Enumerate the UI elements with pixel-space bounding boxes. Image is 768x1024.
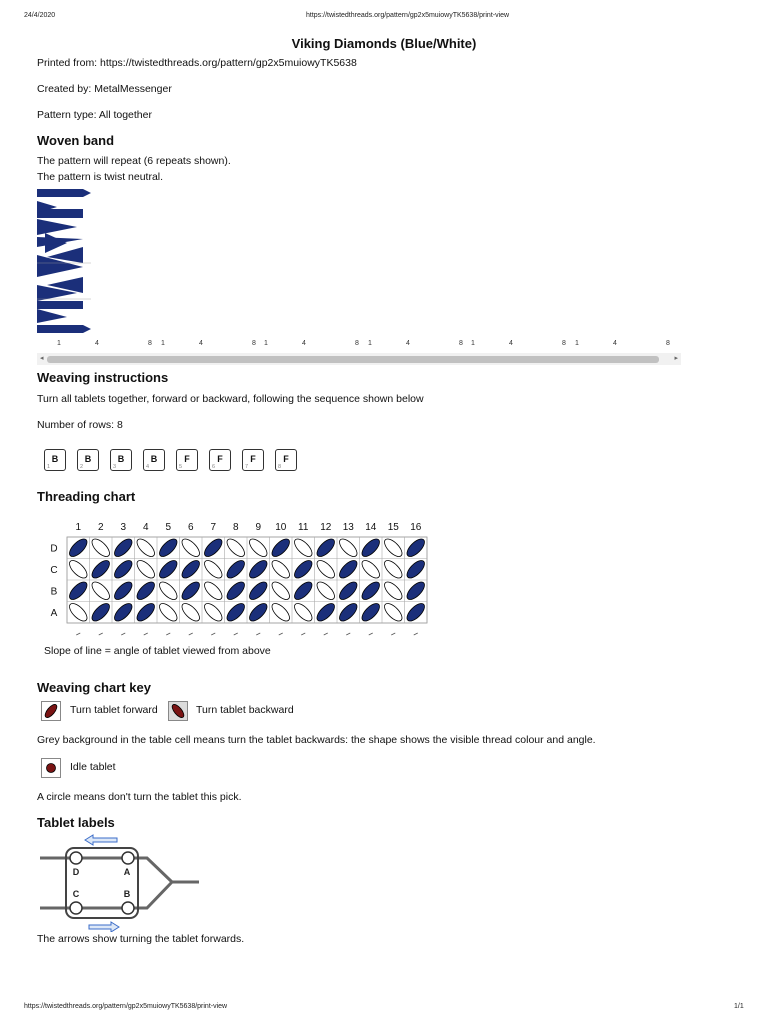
number-of-rows: Number of rows: 8 xyxy=(37,419,123,431)
row-label: A xyxy=(50,607,58,619)
pick-direction: B xyxy=(84,454,92,464)
column-label: 9 xyxy=(255,522,262,533)
column-label: 5 xyxy=(165,522,172,533)
pick-box xyxy=(77,449,99,471)
row-label: C xyxy=(50,564,58,576)
column-label: 14 xyxy=(365,522,377,533)
row-label: D xyxy=(50,543,58,555)
woven-band-preview xyxy=(37,189,91,337)
pick-number: 4 xyxy=(146,464,150,470)
pick-direction: B xyxy=(117,454,125,464)
pick-box xyxy=(176,449,198,471)
tablet-slope-mark xyxy=(234,633,238,635)
scroll-left-icon[interactable]: ◂ xyxy=(40,355,44,362)
band-tick-label: 1 xyxy=(264,340,268,347)
pick-box xyxy=(110,449,132,471)
column-label: 11 xyxy=(298,522,309,533)
idle-circle-icon xyxy=(42,759,60,777)
pick-direction: F xyxy=(184,454,190,464)
pick-box xyxy=(209,449,231,471)
hole-label-b: B xyxy=(123,889,131,899)
weaving-instructions-heading: Weaving instructions xyxy=(37,370,169,385)
tablet-slope-mark xyxy=(414,633,418,635)
hole-label-c: C xyxy=(72,889,80,899)
forward-key-label: Turn tablet forward xyxy=(70,704,158,716)
print-date: 24/4/2020 xyxy=(24,12,56,19)
backward-key-swatch xyxy=(168,701,188,721)
hole-label-a: A xyxy=(123,867,131,877)
tablet-diagram xyxy=(37,832,202,932)
tablet-slope-mark xyxy=(324,633,328,635)
column-label: 4 xyxy=(142,522,149,533)
print-footer-url: https://twistedthreads.org/pattern/gp2x5muiowyTK5638/print-view xyxy=(24,1003,228,1010)
arrows-text: The arrows show turning the tablet forwards. xyxy=(37,933,245,945)
pattern-type: Pattern type: All together xyxy=(37,109,152,121)
tablet-slope-mark xyxy=(346,633,350,635)
idle-key-label: Idle tablet xyxy=(70,761,116,773)
band-tick-label: 8 xyxy=(666,340,670,347)
twist-text: The pattern is twist neutral. xyxy=(37,171,164,183)
band-tick-label: 1 xyxy=(471,340,475,347)
band-tick-label: 8 xyxy=(562,340,566,347)
band-tick-label: 1 xyxy=(57,340,61,347)
arrow-right-icon xyxy=(89,922,119,932)
pick-number: 6 xyxy=(212,464,216,470)
pick-direction: F xyxy=(283,454,289,464)
pick-number: 1 xyxy=(47,464,51,470)
grey-background-text: Grey background in the table cell means turn the tablet backwards: the shape shows the visible thread colour and angle. xyxy=(37,734,596,746)
threading-chart-heading: Threading chart xyxy=(37,489,136,504)
pick-number: 3 xyxy=(113,464,117,470)
column-label: 12 xyxy=(320,522,332,533)
band-tick-label: 4 xyxy=(509,340,513,347)
column-label: 1 xyxy=(75,522,82,533)
band-tick-label: 4 xyxy=(95,340,99,347)
pick-direction: F xyxy=(250,454,256,464)
scrollbar-thumb[interactable] xyxy=(47,356,659,363)
pick-number: 2 xyxy=(80,464,84,470)
pick-number: 5 xyxy=(179,464,183,470)
tablet-labels-heading: Tablet labels xyxy=(37,815,115,830)
weaving-instructions-text: Turn all tablets together, forward or backward, following the sequence shown below xyxy=(37,393,424,405)
tablet-slope-mark xyxy=(99,633,103,635)
chart-key-heading: Weaving chart key xyxy=(37,680,151,695)
pick-number: 7 xyxy=(245,464,249,470)
band-tick-label: 8 xyxy=(459,340,463,347)
pick-direction: F xyxy=(217,454,223,464)
column-label: 15 xyxy=(387,522,399,533)
pick-box xyxy=(275,449,297,471)
pick-box xyxy=(143,449,165,471)
pick-direction: B xyxy=(150,454,158,464)
forward-key-swatch xyxy=(41,701,61,721)
idle-key-swatch xyxy=(41,758,61,778)
column-label: 8 xyxy=(232,522,239,533)
tablet-slope-mark xyxy=(391,633,395,635)
backward-key-label: Turn tablet backward xyxy=(196,704,294,716)
page-number: 1/1 xyxy=(734,1003,744,1010)
tablet-slope-mark xyxy=(121,633,125,635)
band-tick-label: 4 xyxy=(406,340,410,347)
pick-number: 8 xyxy=(278,464,282,470)
pick-direction: B xyxy=(51,454,59,464)
backward-ellipse-icon xyxy=(169,702,187,720)
tablet-slope-mark xyxy=(189,633,193,635)
tablet-slope-mark xyxy=(211,633,215,635)
band-tick-label: 4 xyxy=(199,340,203,347)
column-label: 16 xyxy=(410,522,422,533)
pick-box xyxy=(242,449,264,471)
band-tick-label: 1 xyxy=(575,340,579,347)
slope-text: Slope of line = angle of tablet viewed from above xyxy=(44,645,271,657)
created-by: Created by: MetalMessenger xyxy=(37,83,172,95)
band-tick-label: 8 xyxy=(355,340,359,347)
tablet-slope-mark xyxy=(369,633,373,635)
print-header-url: https://twistedthreads.org/pattern/gp2x5muiowyTK5638/print-view xyxy=(306,12,510,19)
tablet-slope-mark xyxy=(144,633,148,635)
column-label: 10 xyxy=(275,522,287,533)
woven-band-heading: Woven band xyxy=(37,133,115,148)
tablet-slope-mark xyxy=(76,633,80,635)
pick-box xyxy=(44,449,66,471)
scroll-right-icon[interactable]: ▸ xyxy=(674,355,678,362)
threading-chart xyxy=(38,518,438,640)
tablet-slope-mark xyxy=(256,633,260,635)
tablet-slope-mark xyxy=(301,633,305,635)
page-title: Viking Diamonds (Blue/White) xyxy=(291,36,477,51)
hole-label-d: D xyxy=(72,867,80,877)
repeat-text: The pattern will repeat (6 repeats shown). xyxy=(37,155,231,167)
band-tick-label: 1 xyxy=(161,340,165,347)
column-label: 13 xyxy=(342,522,354,533)
band-tick-label: 8 xyxy=(148,340,152,347)
circle-text: A circle means don't turn the tablet this pick. xyxy=(37,791,242,803)
tablet-slope-mark xyxy=(279,633,283,635)
band-tick-label: 4 xyxy=(613,340,617,347)
tablet-slope-mark xyxy=(166,633,170,635)
band-tick-label: 1 xyxy=(368,340,372,347)
arrow-left-icon xyxy=(85,835,117,845)
column-label: 3 xyxy=(120,522,127,533)
printed-from: Printed from: https://twistedthreads.org/pattern/gp2x5muiowyTK5638 xyxy=(37,57,357,69)
column-label: 6 xyxy=(187,522,194,533)
band-tick-label: 4 xyxy=(302,340,306,347)
band-tick-label: 8 xyxy=(252,340,256,347)
forward-ellipse-icon xyxy=(42,702,60,720)
band-horizontal-scrollbar[interactable] xyxy=(37,353,681,365)
column-label: 7 xyxy=(210,522,217,533)
column-label: 2 xyxy=(97,522,104,533)
row-label: B xyxy=(50,586,58,598)
